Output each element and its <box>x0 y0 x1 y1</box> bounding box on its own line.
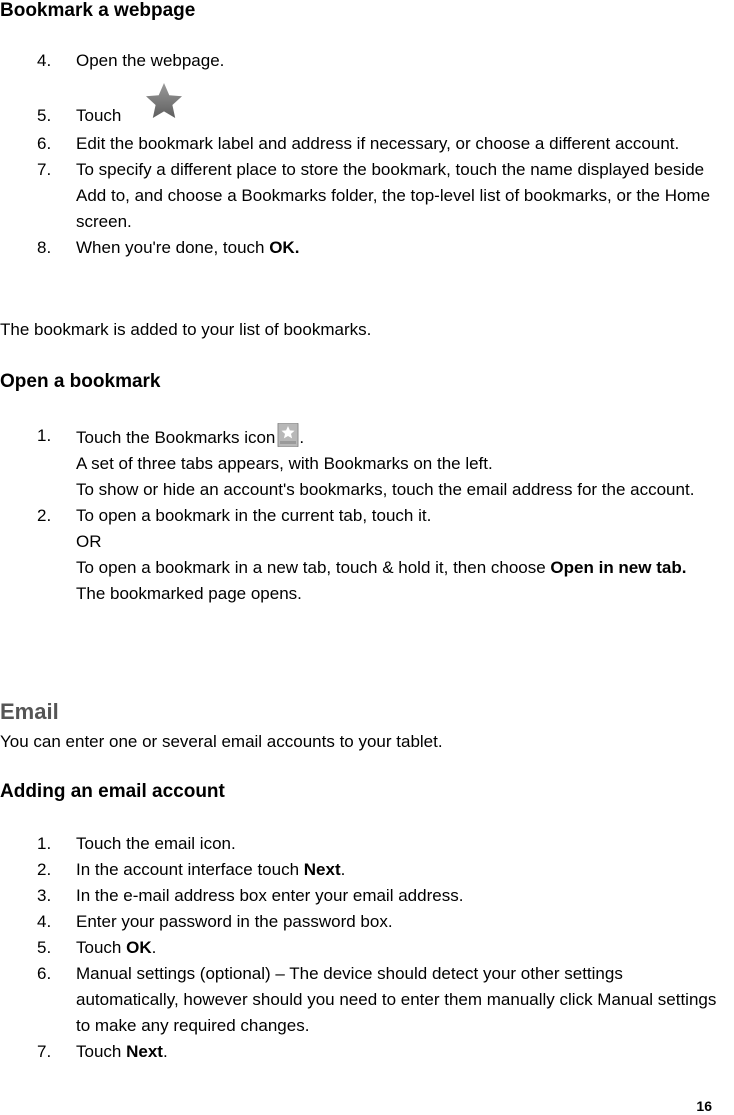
list-item: 1. Touch the email icon. <box>37 834 236 853</box>
list-item: 3. In the e-mail address box enter your email address. <box>37 886 464 905</box>
list-item: 5. Touch <box>0 103 734 129</box>
section-heading-email: Email <box>0 699 59 724</box>
open-bookmark-steps-list <box>0 423 734 607</box>
bookmark-steps-list <box>0 48 734 74</box>
star-icon <box>144 81 184 121</box>
bookmark-result-text: The bookmark is added to your list of bookmarks. <box>0 320 372 339</box>
list-item: 7. Touch Next. <box>37 1042 168 1061</box>
section-heading-open-bookmark: Open a bookmark <box>0 371 161 392</box>
add-account-steps-list <box>0 831 734 1065</box>
section-heading-bookmark-webpage: Bookmark a webpage <box>0 0 196 21</box>
list-item: 5. Touch OK. <box>37 938 157 957</box>
bookmark-steps-list-3 <box>0 131 734 261</box>
list-item: 4. Enter your password in the password box. <box>37 912 393 931</box>
list-item: 8. When you're done, touch OK. <box>37 238 300 257</box>
list-item: 4. Open the webpage. <box>37 51 225 70</box>
email-intro-text: You can enter one or several email accounts to your tablet. <box>0 732 443 751</box>
list-item: 6. Manual settings (optional) – The device should detect your other settings automatically, however should you need to enter them manually click Manual settings to make any required changes. <box>37 964 717 1035</box>
page-number: 16 <box>696 1098 712 1114</box>
list-item: 1. Touch the Bookmarks icon . A set of three tabs appears, with Bookmarks on the left. To show or hide an account's bookmarks, touch the email address for the account. <box>0 423 734 503</box>
section-heading-add-account: Adding an email account <box>0 781 225 802</box>
list-item: 2. In the account interface touch Next. <box>37 860 346 879</box>
bookmarks-icon <box>277 423 299 447</box>
list-item: 2. To open a bookmark in the current tab, touch it. OR To open a bookmark in a new tab, touch & hold it, then choose Open in new tab. The bookmarked page opens. <box>37 506 687 603</box>
bookmark-steps-list-2 <box>0 103 734 129</box>
list-item: 7. To specify a different place to store the bookmark, touch the name displayed beside Add to, and choose a Bookmarks folder, the top-level list of bookmarks, or the Home screen. <box>37 160 711 231</box>
list-item: 6. Edit the bookmark label and address if necessary, or choose a different account. <box>37 134 680 153</box>
